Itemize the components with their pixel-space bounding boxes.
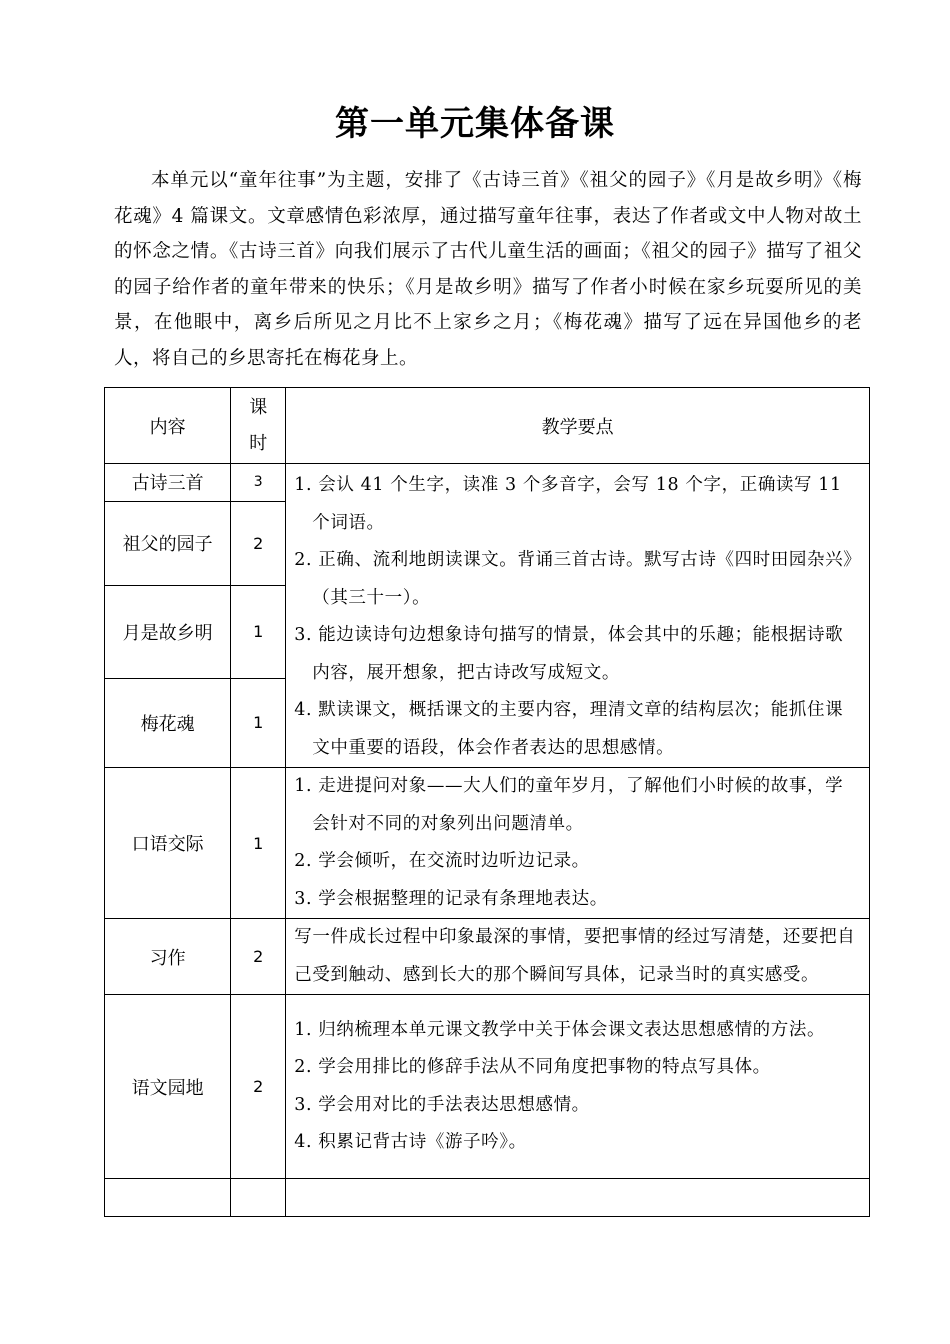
oral-name: 口语交际: [105, 768, 231, 919]
header-points: 教学要点: [286, 388, 870, 464]
oral-point: 2. 学会倾听，在交流时边听边记录。: [294, 851, 590, 871]
lesson-name: 梅花魂: [105, 678, 231, 767]
garden-point: 4. 积累记背古诗《游子吟》。: [294, 1132, 527, 1152]
writing-name: 习作: [105, 919, 231, 995]
table-row: [105, 464, 870, 502]
lesson-plan-table: [104, 387, 870, 1217]
lesson-point: 4. 默读课文，概括课文的主要内容，理清文章的结构层次；能抓住课文中重要的语段，体会作者表达的思想感情。: [294, 700, 844, 758]
oral-points-cell: [286, 768, 870, 919]
header-content: 内容: [105, 388, 231, 464]
garden-point: 1. 归纳梳理本单元课文教学中关于体会课文表达思想感情的方法。: [294, 1019, 826, 1040]
lesson-hours: 2: [231, 501, 286, 585]
lesson-hours: 1: [231, 585, 286, 678]
header-hours-line2: 时: [249, 432, 268, 454]
lesson-hours: 1: [231, 678, 286, 767]
table-row-oral: [105, 768, 870, 919]
garden-name: 语文园地: [105, 995, 231, 1179]
oral-point: 3. 学会根据整理的记录有条理地表达。: [294, 888, 608, 909]
garden-point: 3. 学会用对比的手法表达思想感情。: [294, 1094, 590, 1115]
oral-point: 1. 走进提问对象——大人们的童年岁月，了解他们小时候的故事，学会针对不同的对象列出问题清单。: [294, 776, 844, 834]
table-row-writing: [105, 919, 870, 995]
garden-point: 2. 学会用排比的修辞手法从不同角度把事物的特点写具体。: [294, 1057, 771, 1077]
empty-cell: [286, 1179, 870, 1217]
lesson-point: 3. 能边读诗句边想象诗句描写的情景，体会其中的乐趣；能根据诗歌内容，展开想象，把古诗改写成短文。: [294, 625, 844, 683]
table-row-empty: [105, 1179, 870, 1217]
lesson-points-cell: [286, 464, 870, 768]
intro-paragraph: [114, 163, 862, 376]
table-header-row: [105, 388, 870, 464]
table-row-garden: [105, 995, 870, 1179]
page-title: 第一单元集体备课: [335, 104, 615, 144]
empty-cell: [105, 1179, 231, 1217]
writing-hours: 2: [231, 919, 286, 995]
lesson-point: 1. 会认 41 个生字，读准 3 个多音字，会写 18 个字，正确读写 11 个词语。: [294, 475, 842, 533]
lesson-name: 古诗三首: [105, 464, 231, 502]
writing-text-cell: [286, 919, 870, 995]
empty-cell: [231, 1179, 286, 1217]
lesson-point: 2. 正确、流利地朗读课文。背诵三首古诗。默写古诗《四时田园杂兴》（其三十一）。: [294, 550, 853, 608]
header-hours: [231, 388, 286, 464]
oral-hours: 1: [231, 768, 286, 919]
lesson-name: 月是故乡明: [105, 585, 231, 678]
intro-text: 本单元以“童年往事”为主题，安排了《古诗三首》《祖父的园子》《月是故乡明》《梅花魂》4 篇课文。文章感情色彩浓厚，通过描写童年往事，表达了作者或文中人物对故土的怀念之情。《古诗三首》向我们展示了古代儿童生活的画面；《祖父的园子》描写了祖父的园子给作者的童年带来的快乐；《月是故乡明》描写了作者小时候在家乡玩耍所见的美景，在他眼中，离乡后所见之月比不上家乡之月；《梅花魂》描写了远在异国他乡的老人，将自己的乡思寄托在梅花身上。: [114, 170, 862, 369]
header-hours-line1: 课: [249, 396, 268, 418]
writing-text: 写一件成长过程中印象最深的事情，要把事情的经过写清楚，还要把自己受到触动、感到长大的那个瞬间写具体，记录当时的真实感受。: [294, 927, 856, 985]
garden-points-cell: [286, 995, 870, 1179]
garden-hours: 2: [231, 995, 286, 1179]
lesson-hours: 3: [231, 464, 286, 502]
lesson-name: 祖父的园子: [105, 501, 231, 585]
